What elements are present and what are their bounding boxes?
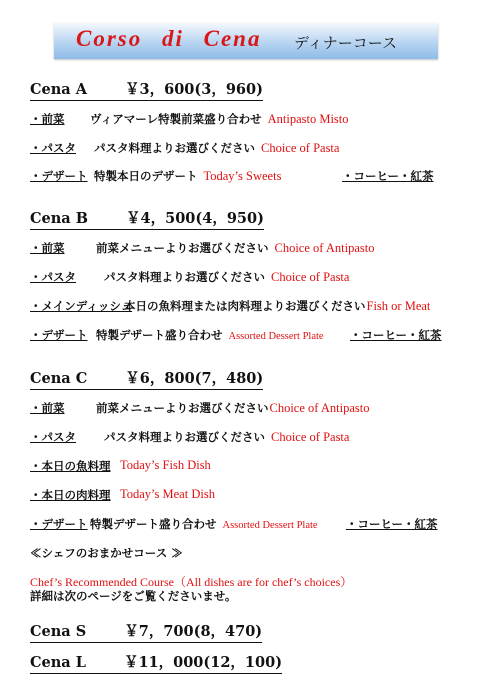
item-category: ・前菜 <box>30 241 65 255</box>
banner-title: Corso di Cena <box>76 26 262 51</box>
course-price: ￥3，600(3，960) <box>125 81 263 98</box>
menu-banner <box>54 23 438 59</box>
menu-item <box>30 269 350 285</box>
item-english: Choice of Antipasto <box>274 241 375 255</box>
course-name: Cena A <box>30 81 88 98</box>
item-description <box>114 458 211 473</box>
item-description: 本日の魚料理または肉料理よりお選びくださいFish or Meat <box>124 299 431 313</box>
item-description: パスタ料理よりお選びください Choice of Pasta <box>94 141 340 155</box>
item-category: ・前菜 <box>30 112 65 126</box>
item-description: ヴィアマーレ特製前菜盛り合わせ Antipasto Misto <box>90 112 349 126</box>
menu-item <box>30 487 215 503</box>
item-english: Assorted Dessert Plate <box>228 331 324 342</box>
course-price: ￥6，800(7，480) <box>125 370 264 387</box>
course-name: Cena B <box>30 210 89 227</box>
course-name: Cena C <box>30 370 88 387</box>
item-english: Today’s Fish Dish <box>120 458 211 472</box>
course-price: ￥7，700(8，470) <box>124 623 263 640</box>
item-description: 前菜メニューよりお選びください Choice of Antipasto <box>96 241 375 255</box>
course-name: Cena L <box>30 654 86 671</box>
item-description: 特製本日のデザート Today’s Sweets <box>94 169 282 183</box>
item-category: ・前菜 <box>30 401 65 415</box>
course-price: ￥11，000(12，100) <box>123 654 283 671</box>
item-description: パスタ料理よりお選びください Choice of Pasta <box>104 270 350 284</box>
item-category: ・パスタ <box>30 430 76 444</box>
chef-course-title: ≪シェフのおまかせコース ≫ <box>30 546 183 560</box>
item-english: Today’s Meat Dish <box>120 487 215 501</box>
menu-item <box>30 429 350 445</box>
menu-item <box>30 298 431 314</box>
course-price: ￥4，500(4，950) <box>126 210 264 227</box>
course-heading-a <box>30 78 263 101</box>
item-category: ・メインディッシュ <box>30 299 133 313</box>
course-name: Cena S <box>30 623 87 640</box>
item-category: ・デザート <box>30 169 88 183</box>
item-description: 特製デザート盛り合わせ Assorted Dessert Plate <box>90 517 318 531</box>
menu-item <box>30 111 349 127</box>
item-description: パスタ料理よりお選びください Choice of Pasta <box>104 430 350 444</box>
menu-item <box>30 458 211 474</box>
item-english: Choice of Pasta <box>271 270 350 284</box>
drink-note: ・コーヒー・紅茶 <box>346 517 438 531</box>
item-category: ・パスタ <box>30 141 76 155</box>
menu-item <box>30 400 370 416</box>
item-english: Fish or Meat <box>366 299 431 313</box>
course-heading-s <box>30 620 262 643</box>
menu-item <box>30 240 375 256</box>
banner-subtitle: ディナーコース <box>294 34 398 52</box>
drink-note: ・コーヒー・紅茶 <box>342 169 434 183</box>
menu-item <box>30 327 324 343</box>
drink-note: ・コーヒー・紅茶 <box>350 328 442 342</box>
menu-item <box>30 168 282 184</box>
chef-course-note: 詳細は次のページをご覧くださいませ。 <box>30 589 237 603</box>
course-heading-c <box>30 367 263 390</box>
item-english: Assorted Dessert Plate <box>222 520 318 531</box>
menu-item <box>30 516 318 532</box>
item-english: Choice of Pasta <box>271 430 350 444</box>
menu-item <box>30 140 340 156</box>
item-description <box>114 487 215 502</box>
item-category: ・デザート <box>30 328 88 342</box>
item-category: ・本日の肉料理 <box>30 488 111 502</box>
item-category: ・デザート <box>30 517 88 531</box>
item-category: ・本日の魚料理 <box>30 459 111 473</box>
item-english: Antipasto Misto <box>267 112 349 126</box>
item-description: 前菜メニューよりお選びくださいChoice of Antipasto <box>96 401 370 415</box>
chef-course-english: Chef’s Recommended Course（All dishes are for chef’s choices） <box>30 575 353 589</box>
item-english: Choice of Antipasto <box>269 401 370 415</box>
course-heading-l <box>30 651 282 674</box>
item-english: Today’s Sweets <box>203 169 282 183</box>
item-description: 特製デザート盛り合わせ Assorted Dessert Plate <box>96 328 324 342</box>
course-heading-b <box>30 207 264 230</box>
item-english: Choice of Pasta <box>261 141 340 155</box>
item-category: ・パスタ <box>30 270 76 284</box>
